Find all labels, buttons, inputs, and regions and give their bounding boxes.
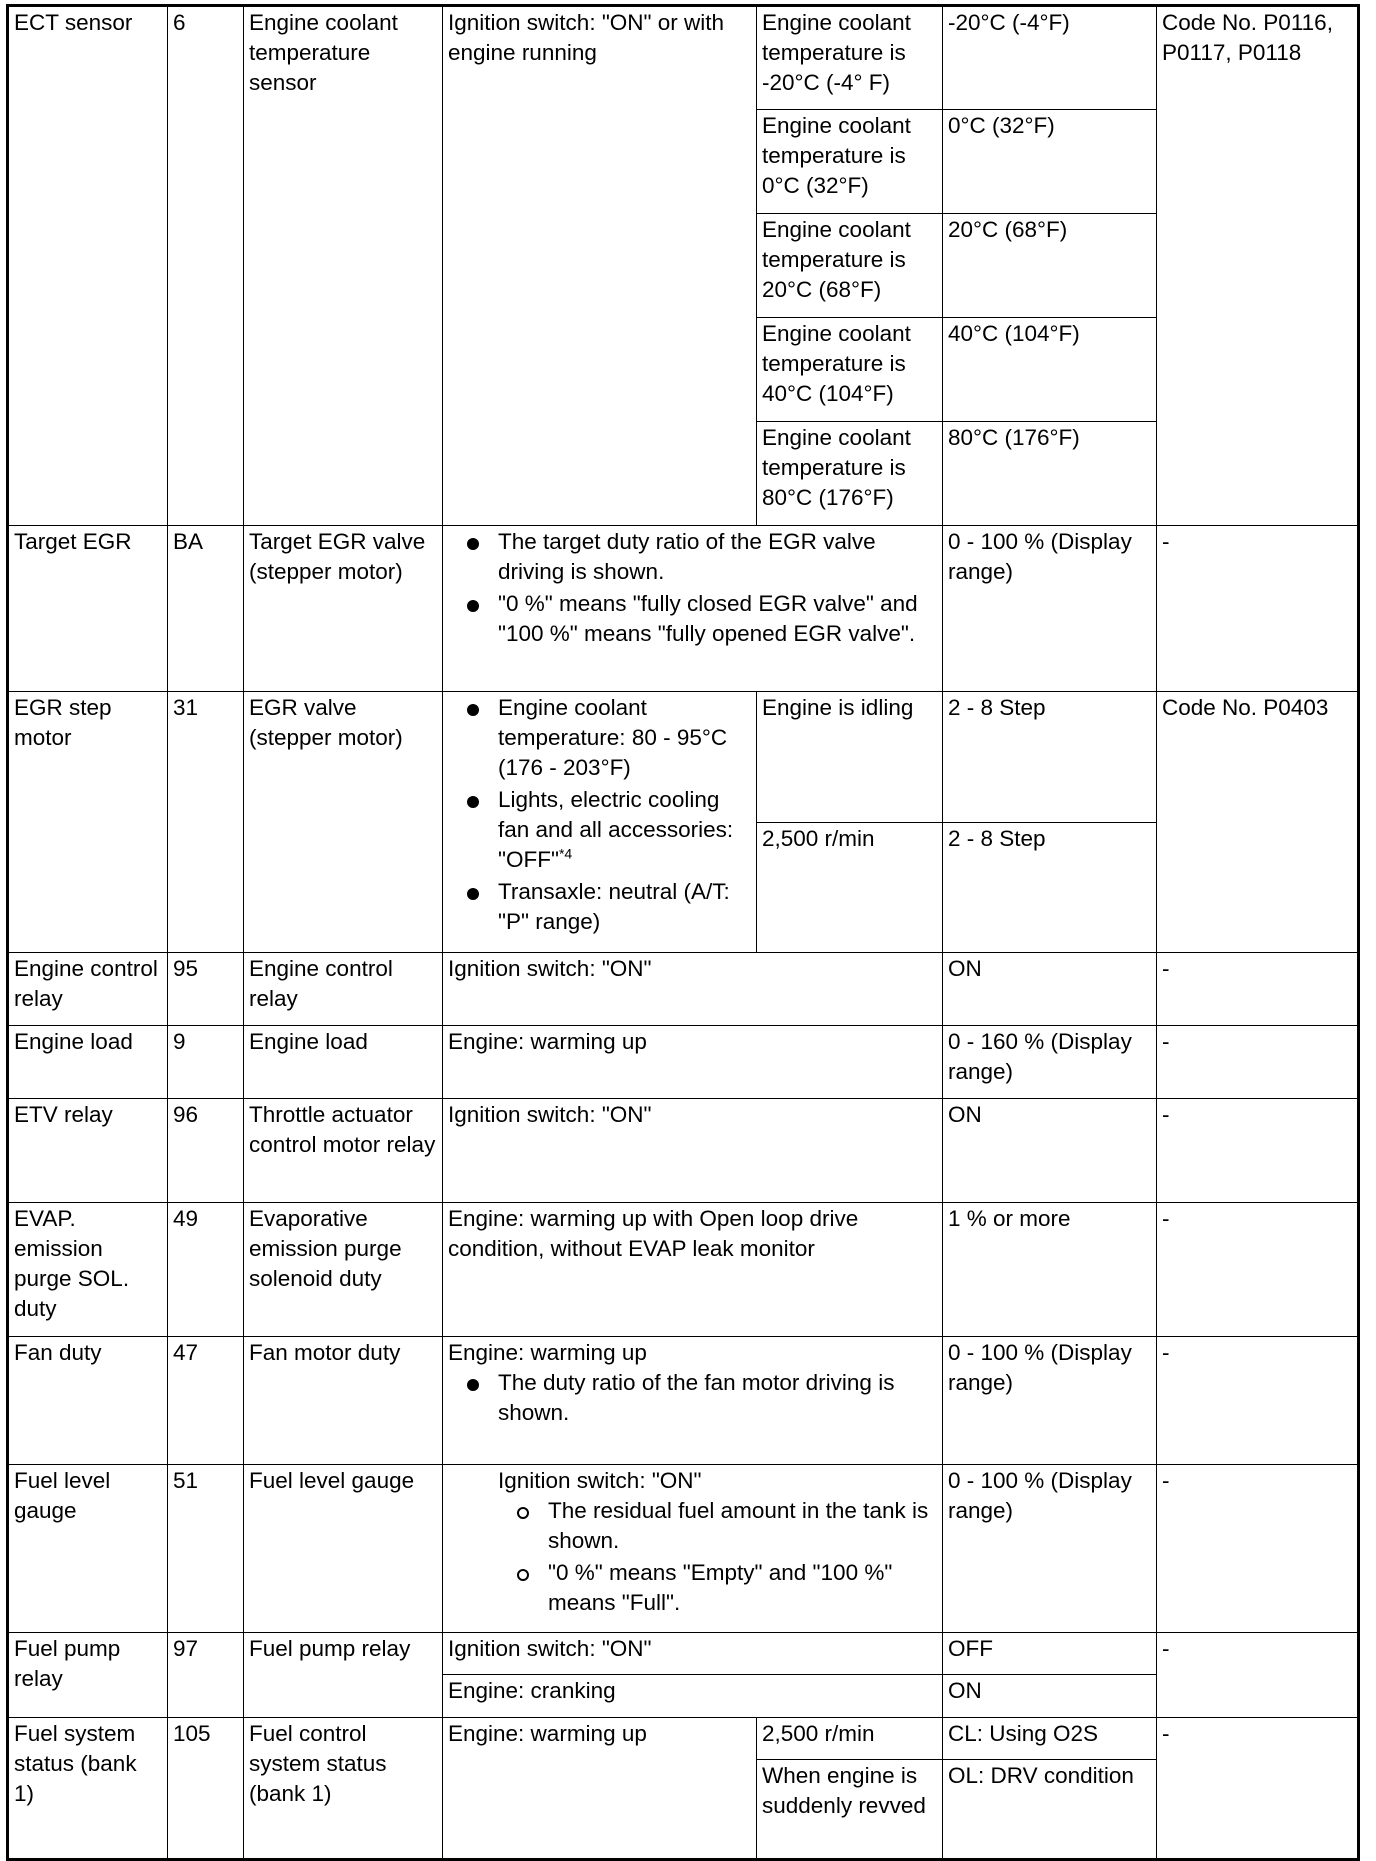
pid: 97 [168, 1633, 244, 1718]
condition-text: Engine: warming up [448, 1340, 647, 1365]
check-condition: Ignition switch: "ON" or with engine running [443, 6, 757, 526]
reference: - [1157, 1203, 1359, 1337]
sub-condition: Engine is idling [757, 692, 943, 823]
pid: 9 [168, 1026, 244, 1099]
normal-value: -20°C (-4°F) [943, 6, 1157, 110]
reference: Code No. P0116, P0117, P0118 [1157, 6, 1359, 526]
sub-condition: Engine coolant temperature is -20°C (-4° F) [757, 6, 943, 110]
normal-value: 40°C (104°F) [943, 318, 1157, 422]
normal-value: 0 - 100 % (Display range) [943, 1337, 1157, 1465]
item-description: Target EGR valve (stepper motor) [244, 526, 443, 692]
condition-text: Ignition switch: "ON" [498, 1468, 702, 1493]
item-description: Engine control relay [244, 953, 443, 1026]
item-name: ETV relay [8, 1099, 168, 1203]
reference: - [1157, 1026, 1359, 1099]
normal-value: ON [943, 1099, 1157, 1203]
item-description: Fuel pump relay [244, 1633, 443, 1718]
reference: - [1157, 1465, 1359, 1633]
footnote-mark: *4 [558, 845, 573, 862]
table-row [8, 526, 1359, 692]
item-name: Fan duty [8, 1337, 168, 1465]
table-row [8, 6, 1359, 110]
pid: 31 [168, 692, 244, 953]
table-row [8, 1337, 1359, 1465]
reference: Code No. P0403 [1157, 692, 1359, 953]
item-name: EVAP. emission purge SOL. duty [8, 1203, 168, 1337]
normal-value: 2 - 8 Step [943, 823, 1157, 953]
item-name: Fuel level gauge [8, 1465, 168, 1633]
check-condition: Ignition switch: "ON" [443, 1633, 943, 1675]
item-name: Engine load [8, 1026, 168, 1099]
normal-value: OFF [943, 1633, 1157, 1675]
reference: - [1157, 953, 1359, 1026]
normal-value: 20°C (68°F) [943, 214, 1157, 318]
item-name: Engine control relay [8, 953, 168, 1026]
normal-value: ON [943, 1675, 1157, 1718]
bullet-item: "0 %" means "fully closed EGR valve" and "100 %" means "fully opened EGR valve". [498, 589, 936, 649]
normal-value: 0 - 160 % (Display range) [943, 1026, 1157, 1099]
pid: 47 [168, 1337, 244, 1465]
sub-condition: Engine coolant temperature is 80°C (176°F) [757, 422, 943, 526]
item-description: Engine load [244, 1026, 443, 1099]
sub-condition: Engine coolant temperature is 20°C (68°F) [757, 214, 943, 318]
item-description: Engine coolant temperature sensor [244, 6, 443, 526]
pid: 51 [168, 1465, 244, 1633]
normal-value: 80°C (176°F) [943, 422, 1157, 526]
normal-value: OL: DRV condition [943, 1760, 1157, 1860]
table-row [8, 1099, 1359, 1203]
bullet-item: Engine coolant temperature: 80 - 95°C (176 - 203°F) [498, 693, 750, 783]
item-description: Throttle actuator control motor relay [244, 1099, 443, 1203]
item-description: Evaporative emission purge solenoid duty [244, 1203, 443, 1337]
bullet-text: Lights, electric cooling fan and all accessories: "OFF" [498, 787, 734, 872]
normal-value: 0 - 100 % (Display range) [943, 1465, 1157, 1633]
sub-condition: Engine coolant temperature is 0°C (32°F) [757, 110, 943, 214]
check-condition: Engine: warming up [443, 1026, 943, 1099]
reference: - [1157, 1718, 1359, 1860]
bullet-item: "0 %" means "Empty" and "100 %" means "Full". [548, 1558, 936, 1618]
bullet-item: The target duty ratio of the EGR valve driving is shown. [498, 527, 936, 587]
check-condition: Engine: warming up [443, 1718, 757, 1860]
table-row [8, 1026, 1359, 1099]
normal-value: 2 - 8 Step [943, 692, 1157, 823]
item-name: Fuel pump relay [8, 1633, 168, 1718]
reference: - [1157, 1337, 1359, 1465]
check-condition: Engine: warming up with Open loop drive condition, without EVAP leak monitor [443, 1203, 943, 1337]
item-name: ECT sensor [8, 6, 168, 526]
pid: 105 [168, 1718, 244, 1860]
bullet-item [498, 785, 750, 875]
table-row [8, 1203, 1359, 1337]
sub-condition: 2,500 r/min [757, 823, 943, 953]
item-description: Fan motor duty [244, 1337, 443, 1465]
item-description: Fuel control system status (bank 1) [244, 1718, 443, 1860]
pid: BA [168, 526, 244, 692]
reference: - [1157, 1633, 1359, 1718]
check-condition: Ignition switch: "ON" [443, 953, 943, 1026]
normal-value: 0°C (32°F) [943, 110, 1157, 214]
table-row [8, 1465, 1359, 1633]
normal-value: CL: Using O2S [943, 1718, 1157, 1760]
pid: 6 [168, 6, 244, 526]
table-row [8, 692, 1359, 823]
sub-condition: When engine is suddenly revved [757, 1760, 943, 1860]
normal-value: 0 - 100 % (Display range) [943, 526, 1157, 692]
item-name: EGR step motor [8, 692, 168, 953]
table-row [8, 953, 1359, 1026]
bullet-item: The duty ratio of the fan motor driving is shown. [498, 1368, 936, 1428]
table-row [8, 1633, 1359, 1675]
sub-condition: 2,500 r/min [757, 1718, 943, 1760]
check-condition [443, 1337, 943, 1465]
sub-condition: Engine coolant temperature is 40°C (104°F) [757, 318, 943, 422]
item-name: Fuel system status (bank 1) [8, 1718, 168, 1860]
check-condition [443, 1465, 943, 1633]
bullet-item: The residual fuel amount in the tank is shown. [548, 1496, 936, 1556]
check-condition [443, 526, 943, 692]
bullet-item: Transaxle: neutral (A/T: "P" range) [498, 877, 750, 937]
item-description: Fuel level gauge [244, 1465, 443, 1633]
item-description: EGR valve (stepper motor) [244, 692, 443, 953]
reference: - [1157, 1099, 1359, 1203]
pid: 49 [168, 1203, 244, 1337]
check-condition: Ignition switch: "ON" [443, 1099, 943, 1203]
pid: 96 [168, 1099, 244, 1203]
check-condition [443, 692, 757, 953]
check-condition: Engine: cranking [443, 1675, 943, 1718]
table-row [8, 1718, 1359, 1760]
pid: 95 [168, 953, 244, 1026]
normal-value: 1 % or more [943, 1203, 1157, 1337]
item-name: Target EGR [8, 526, 168, 692]
data-list-table [6, 4, 1360, 1861]
normal-value: ON [943, 953, 1157, 1026]
reference: - [1157, 526, 1359, 692]
